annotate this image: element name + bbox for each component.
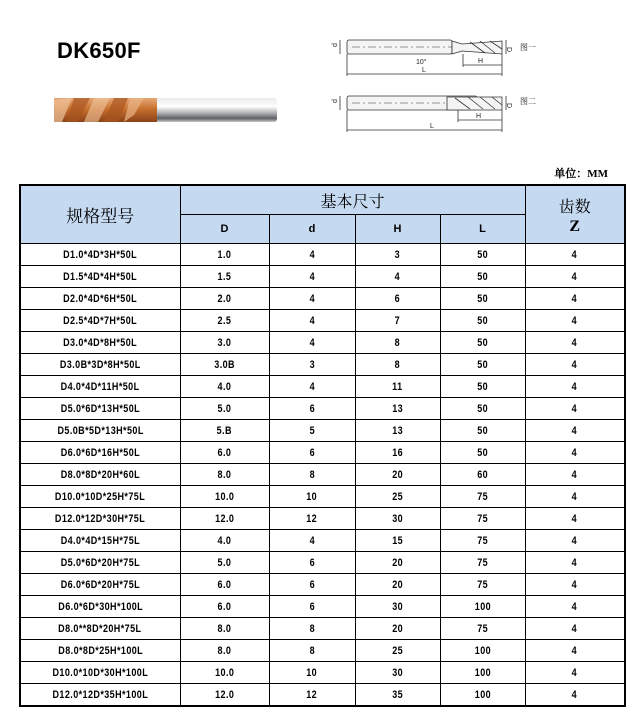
cell-value: 30 bbox=[392, 600, 403, 613]
cell-value: 3.0B bbox=[214, 358, 235, 371]
cell-value: 3.0 bbox=[217, 336, 232, 349]
cell-value: 4 bbox=[309, 380, 315, 393]
cell-d bbox=[180, 464, 269, 486]
spec-table-body bbox=[20, 244, 625, 707]
cell-value: 50 bbox=[477, 336, 488, 349]
cell-l bbox=[440, 442, 525, 464]
cell-z bbox=[525, 310, 625, 332]
cell-d-shank bbox=[269, 398, 355, 420]
table-row bbox=[20, 486, 625, 508]
cell-d-shank bbox=[269, 464, 355, 486]
cell-value: 10 bbox=[306, 490, 318, 503]
cell-value: 35 bbox=[392, 688, 403, 701]
cell-z bbox=[525, 552, 625, 574]
cell-value: D12.0*12D*30H*75L bbox=[55, 512, 146, 525]
cell-l bbox=[440, 376, 525, 398]
cell-d bbox=[180, 266, 269, 288]
cell-d bbox=[180, 508, 269, 530]
cell-value: 4 bbox=[309, 270, 315, 283]
cell-spec bbox=[20, 618, 180, 640]
table-row bbox=[20, 354, 625, 376]
cell-l bbox=[440, 574, 525, 596]
cell-spec bbox=[20, 596, 180, 618]
cell-l bbox=[440, 530, 525, 552]
cell-value: 6 bbox=[309, 446, 315, 459]
cell-z bbox=[525, 288, 625, 310]
cell-h bbox=[355, 552, 440, 574]
cell-spec bbox=[20, 266, 180, 288]
cell-l bbox=[440, 640, 525, 662]
cell-d bbox=[180, 310, 269, 332]
cell-value: 50 bbox=[477, 424, 488, 437]
cell-value: 4 bbox=[572, 424, 578, 437]
cell-value: 4 bbox=[309, 534, 315, 547]
cell-value: 50 bbox=[477, 446, 488, 459]
cell-value: D6.0*6D*30H*100L bbox=[57, 600, 143, 613]
cell-h bbox=[355, 508, 440, 530]
cell-d-shank bbox=[269, 640, 355, 662]
cell-z bbox=[525, 662, 625, 684]
cell-value: 4 bbox=[572, 644, 578, 657]
cell-spec bbox=[20, 464, 180, 486]
cell-h bbox=[355, 486, 440, 508]
cell-value: 4 bbox=[572, 622, 578, 635]
cell-value: 4 bbox=[572, 314, 578, 327]
cell-d-shank bbox=[269, 420, 355, 442]
product-model-title: DK650F bbox=[57, 38, 141, 63]
cell-value: 6 bbox=[309, 556, 315, 569]
cell-spec bbox=[20, 552, 180, 574]
cell-value: 4 bbox=[572, 556, 578, 569]
cell-z bbox=[525, 332, 625, 354]
cell-l bbox=[440, 266, 525, 288]
dim-D-label-1: D bbox=[505, 47, 512, 53]
dim-H-label-2: H bbox=[476, 113, 482, 120]
cell-value: 100 bbox=[474, 600, 491, 613]
header-col-d: d bbox=[269, 215, 355, 244]
cell-z bbox=[525, 244, 625, 266]
angle-label: 10° bbox=[416, 59, 427, 66]
table-row bbox=[20, 442, 625, 464]
cell-d bbox=[180, 244, 269, 266]
table-row bbox=[20, 464, 625, 486]
cell-z bbox=[525, 420, 625, 442]
cell-value: 4 bbox=[309, 292, 315, 305]
cell-l bbox=[440, 618, 525, 640]
cell-value: 75 bbox=[477, 622, 488, 635]
cell-l bbox=[440, 596, 525, 618]
cell-d-shank bbox=[269, 310, 355, 332]
header-basic-dims: 基本尺寸 bbox=[180, 185, 525, 215]
cell-value: 11 bbox=[392, 380, 403, 393]
cell-value: D12.0*12D*35H*100L bbox=[52, 688, 149, 701]
table-row bbox=[20, 684, 625, 707]
dim-d-label-2: d bbox=[332, 99, 339, 103]
cell-l bbox=[440, 310, 525, 332]
cell-spec bbox=[20, 376, 180, 398]
table-row bbox=[20, 530, 625, 552]
cell-value: D6.0*6D*16H*50L bbox=[60, 446, 140, 459]
cell-value: D3.0*4D*8H*50L bbox=[63, 336, 138, 349]
cell-z bbox=[525, 508, 625, 530]
cell-z bbox=[525, 574, 625, 596]
cell-d bbox=[180, 398, 269, 420]
cell-z bbox=[525, 442, 625, 464]
cell-d bbox=[180, 288, 269, 310]
cell-value: 8 bbox=[309, 622, 315, 635]
cell-d bbox=[180, 420, 269, 442]
table-row bbox=[20, 596, 625, 618]
cell-value: 10.0 bbox=[214, 666, 235, 679]
table-row bbox=[20, 332, 625, 354]
cell-d bbox=[180, 618, 269, 640]
dim-L-label-2: L bbox=[430, 123, 434, 130]
cell-l bbox=[440, 354, 525, 376]
cell-h bbox=[355, 266, 440, 288]
table-row bbox=[20, 662, 625, 684]
cell-value: 20 bbox=[392, 622, 403, 635]
table-row bbox=[20, 508, 625, 530]
cell-l bbox=[440, 508, 525, 530]
cell-value: D4.0*4D*11H*50L bbox=[60, 380, 140, 393]
cell-value: 50 bbox=[477, 270, 488, 283]
cell-d-shank bbox=[269, 332, 355, 354]
cell-value: 4 bbox=[572, 292, 578, 305]
table-row bbox=[20, 244, 625, 266]
cell-value: 8.0 bbox=[217, 644, 232, 657]
cell-d bbox=[180, 530, 269, 552]
cell-h bbox=[355, 640, 440, 662]
cell-value: 100 bbox=[474, 666, 491, 679]
cell-value: 5.B bbox=[216, 424, 233, 437]
cell-value: 4.0 bbox=[217, 534, 232, 547]
cell-value: D8.0*8D*20H*60L bbox=[60, 468, 140, 481]
cell-value: 30 bbox=[392, 512, 403, 525]
table-row bbox=[20, 552, 625, 574]
header-flutes bbox=[525, 185, 625, 244]
cell-spec bbox=[20, 420, 180, 442]
cell-l bbox=[440, 486, 525, 508]
cell-spec bbox=[20, 398, 180, 420]
cell-value: 8.0 bbox=[217, 468, 232, 481]
cell-spec bbox=[20, 574, 180, 596]
table-row bbox=[20, 420, 625, 442]
cell-value: D2.0*4D*6H*50L bbox=[63, 292, 138, 305]
cell-value: 4 bbox=[394, 270, 401, 283]
cell-d bbox=[180, 552, 269, 574]
cell-value: D10.0*10D*25H*75L bbox=[55, 490, 146, 503]
header-flutes-symbol: Z bbox=[569, 217, 581, 235]
cell-h bbox=[355, 420, 440, 442]
dimension-drawing bbox=[320, 34, 580, 144]
cell-value: D4.0*4D*15H*75L bbox=[60, 534, 140, 547]
cell-value: 4 bbox=[572, 490, 578, 503]
cell-value: 2.5 bbox=[217, 314, 232, 327]
cell-value: 20 bbox=[392, 468, 403, 481]
cell-value: D8.0*8D*25H*100L bbox=[57, 644, 143, 657]
cell-value: 75 bbox=[477, 512, 488, 525]
cell-value: 10 bbox=[306, 666, 318, 679]
cell-spec bbox=[20, 508, 180, 530]
cell-value: 5 bbox=[309, 424, 315, 437]
cell-value: 50 bbox=[477, 314, 488, 327]
cell-value: 6.0 bbox=[217, 578, 232, 591]
cell-value: 12 bbox=[306, 512, 318, 525]
cell-value: 50 bbox=[477, 248, 488, 261]
cell-value: 13 bbox=[392, 424, 403, 437]
cell-value: 75 bbox=[477, 578, 488, 591]
header-col-L: L bbox=[440, 215, 525, 244]
table-row bbox=[20, 640, 625, 662]
cell-d bbox=[180, 662, 269, 684]
cell-value: 50 bbox=[477, 358, 488, 371]
cell-d-shank bbox=[269, 376, 355, 398]
cell-value: 8.0 bbox=[217, 622, 232, 635]
cell-value: 60 bbox=[477, 468, 488, 481]
cell-l bbox=[440, 464, 525, 486]
cell-spec bbox=[20, 310, 180, 332]
cell-l bbox=[440, 552, 525, 574]
cell-d-shank bbox=[269, 486, 355, 508]
cell-value: 6 bbox=[394, 292, 401, 305]
cell-value: 50 bbox=[477, 292, 488, 305]
cell-h bbox=[355, 376, 440, 398]
cell-spec bbox=[20, 244, 180, 266]
cell-spec bbox=[20, 486, 180, 508]
cell-value: 6 bbox=[309, 578, 315, 591]
cell-l bbox=[440, 332, 525, 354]
cell-d-shank bbox=[269, 662, 355, 684]
cell-spec bbox=[20, 684, 180, 707]
cell-value: 4 bbox=[572, 666, 578, 679]
cell-d-shank bbox=[269, 288, 355, 310]
cell-h bbox=[355, 442, 440, 464]
dim-L-label-1: L bbox=[422, 67, 426, 74]
cell-value: 50 bbox=[477, 402, 488, 415]
cell-z bbox=[525, 618, 625, 640]
cell-value: 4 bbox=[309, 314, 315, 327]
cell-d bbox=[180, 376, 269, 398]
cell-h bbox=[355, 244, 440, 266]
cell-value: 15 bbox=[392, 534, 403, 547]
cell-spec bbox=[20, 640, 180, 662]
dim-H-label-1: H bbox=[478, 58, 484, 65]
cell-value: 75 bbox=[477, 490, 488, 503]
cell-value: 4 bbox=[572, 578, 578, 591]
figure-2-label: 图二 bbox=[520, 97, 536, 106]
cell-value: 4 bbox=[572, 534, 578, 547]
cell-d bbox=[180, 442, 269, 464]
cell-value: 4 bbox=[309, 336, 315, 349]
cell-d-shank bbox=[269, 266, 355, 288]
cell-value: 20 bbox=[392, 556, 403, 569]
spec-table bbox=[19, 184, 626, 707]
cell-spec bbox=[20, 442, 180, 464]
cell-value: 8 bbox=[309, 644, 315, 657]
table-row bbox=[20, 574, 625, 596]
cell-z bbox=[525, 266, 625, 288]
cell-z bbox=[525, 376, 625, 398]
cell-h bbox=[355, 332, 440, 354]
unit-label: 单位：MM bbox=[554, 168, 608, 180]
dim-D-label-2: D bbox=[505, 103, 512, 109]
cell-value: D1.0*4D*3H*50L bbox=[63, 248, 138, 261]
cell-value: 8 bbox=[394, 358, 401, 371]
cell-value: 2.0 bbox=[217, 292, 232, 305]
table-row bbox=[20, 376, 625, 398]
cell-value: 6.0 bbox=[217, 446, 232, 459]
cell-h bbox=[355, 464, 440, 486]
table-row bbox=[20, 398, 625, 420]
cell-value: 75 bbox=[477, 556, 488, 569]
cell-d-shank bbox=[269, 574, 355, 596]
cell-z bbox=[525, 530, 625, 552]
cell-spec bbox=[20, 288, 180, 310]
cell-d bbox=[180, 332, 269, 354]
dim-d-label-1: d bbox=[332, 43, 339, 47]
cell-value: 100 bbox=[474, 688, 491, 701]
cell-value: 7 bbox=[394, 314, 401, 327]
cell-value: 4 bbox=[572, 358, 578, 371]
cell-z bbox=[525, 398, 625, 420]
cell-z bbox=[525, 640, 625, 662]
cell-l bbox=[440, 398, 525, 420]
cell-value: 50 bbox=[477, 380, 488, 393]
cell-value: 4 bbox=[309, 248, 315, 261]
cell-spec bbox=[20, 332, 180, 354]
cell-h bbox=[355, 354, 440, 376]
cell-z bbox=[525, 464, 625, 486]
end-mill-photo bbox=[52, 95, 280, 125]
cell-value: 5.0 bbox=[217, 556, 232, 569]
cell-d-shank bbox=[269, 244, 355, 266]
cell-h bbox=[355, 684, 440, 707]
table-row bbox=[20, 266, 625, 288]
cell-value: D3.0B*3D*8H*50L bbox=[59, 358, 141, 371]
cell-value: 10.0 bbox=[214, 490, 235, 503]
cell-d bbox=[180, 354, 269, 376]
figure-1-label: 图一 bbox=[520, 43, 536, 52]
cell-spec bbox=[20, 354, 180, 376]
cell-d-shank bbox=[269, 596, 355, 618]
cell-value: 16 bbox=[392, 446, 403, 459]
cell-h bbox=[355, 574, 440, 596]
cell-value: 8 bbox=[309, 468, 315, 481]
cell-value: 8 bbox=[394, 336, 401, 349]
cell-value: D5.0*6D*20H*75L bbox=[60, 556, 140, 569]
cell-value: 30 bbox=[392, 666, 403, 679]
table-row bbox=[20, 618, 625, 640]
header-spec: 规格型号 bbox=[20, 185, 180, 244]
cell-value: 3 bbox=[309, 358, 315, 371]
cell-value: 12.0 bbox=[214, 688, 235, 701]
cell-d-shank bbox=[269, 508, 355, 530]
cell-value: 1.0 bbox=[217, 248, 232, 261]
cell-z bbox=[525, 354, 625, 376]
cell-value: 4 bbox=[572, 512, 578, 525]
cell-value: 12 bbox=[306, 688, 318, 701]
table-row bbox=[20, 288, 625, 310]
cell-value: 4 bbox=[572, 248, 578, 261]
cell-d-shank bbox=[269, 442, 355, 464]
cell-value: 12.0 bbox=[214, 512, 235, 525]
cell-value: 6 bbox=[309, 600, 315, 613]
cell-value: 6 bbox=[309, 402, 315, 415]
header-flutes-label: 齿数 bbox=[558, 196, 591, 216]
cell-l bbox=[440, 662, 525, 684]
cell-h bbox=[355, 618, 440, 640]
cell-l bbox=[440, 244, 525, 266]
cell-value: 4 bbox=[572, 468, 578, 481]
cell-d-shank bbox=[269, 552, 355, 574]
cell-value: 4 bbox=[572, 336, 578, 349]
cell-d-shank bbox=[269, 684, 355, 707]
cell-z bbox=[525, 486, 625, 508]
header-col-D: D bbox=[180, 215, 269, 244]
cell-z bbox=[525, 684, 625, 707]
cell-value: D8.0**8D*20H*75L bbox=[58, 622, 142, 635]
cell-value: 75 bbox=[477, 534, 488, 547]
cell-value: 3 bbox=[394, 248, 401, 261]
table-row bbox=[20, 310, 625, 332]
header-col-H: H bbox=[355, 215, 440, 244]
cell-d bbox=[180, 574, 269, 596]
cell-value: 4 bbox=[572, 380, 578, 393]
cell-d-shank bbox=[269, 618, 355, 640]
cell-l bbox=[440, 288, 525, 310]
cell-value: D1.5*4D*4H*50L bbox=[63, 270, 138, 283]
cell-d bbox=[180, 640, 269, 662]
cell-d-shank bbox=[269, 530, 355, 552]
cell-d bbox=[180, 684, 269, 707]
cell-value: 5.0 bbox=[217, 402, 232, 415]
cell-value: D2.5*4D*7H*50L bbox=[63, 314, 138, 327]
cell-value: D10.0*10D*30H*100L bbox=[52, 666, 149, 679]
cell-value: 20 bbox=[392, 578, 403, 591]
cell-value: 100 bbox=[474, 644, 491, 657]
cell-value: 4 bbox=[572, 600, 578, 613]
cell-d bbox=[180, 486, 269, 508]
cell-value: 25 bbox=[392, 644, 403, 657]
cell-h bbox=[355, 596, 440, 618]
cell-value: 4.0 bbox=[217, 380, 232, 393]
cell-value: 6.0 bbox=[217, 600, 232, 613]
cell-spec bbox=[20, 530, 180, 552]
cell-h bbox=[355, 530, 440, 552]
cell-value: 4 bbox=[572, 446, 578, 459]
cell-value: 4 bbox=[572, 270, 578, 283]
cell-h bbox=[355, 662, 440, 684]
cell-value: D5.0*6D*13H*50L bbox=[60, 402, 140, 415]
cell-value: 4 bbox=[572, 688, 578, 701]
cell-h bbox=[355, 398, 440, 420]
cell-h bbox=[355, 288, 440, 310]
cell-value: 4 bbox=[572, 402, 578, 415]
cell-z bbox=[525, 596, 625, 618]
cell-h bbox=[355, 310, 440, 332]
cell-value: 1.5 bbox=[217, 270, 232, 283]
cell-value: 13 bbox=[392, 402, 403, 415]
cell-l bbox=[440, 420, 525, 442]
cell-value: D6.0*6D*20H*75L bbox=[60, 578, 140, 591]
cell-value: 25 bbox=[392, 490, 403, 503]
cell-d-shank bbox=[269, 354, 355, 376]
cell-spec bbox=[20, 662, 180, 684]
cell-l bbox=[440, 684, 525, 707]
cell-d bbox=[180, 596, 269, 618]
cell-value: D5.0B*5D*13H*50L bbox=[57, 424, 144, 437]
